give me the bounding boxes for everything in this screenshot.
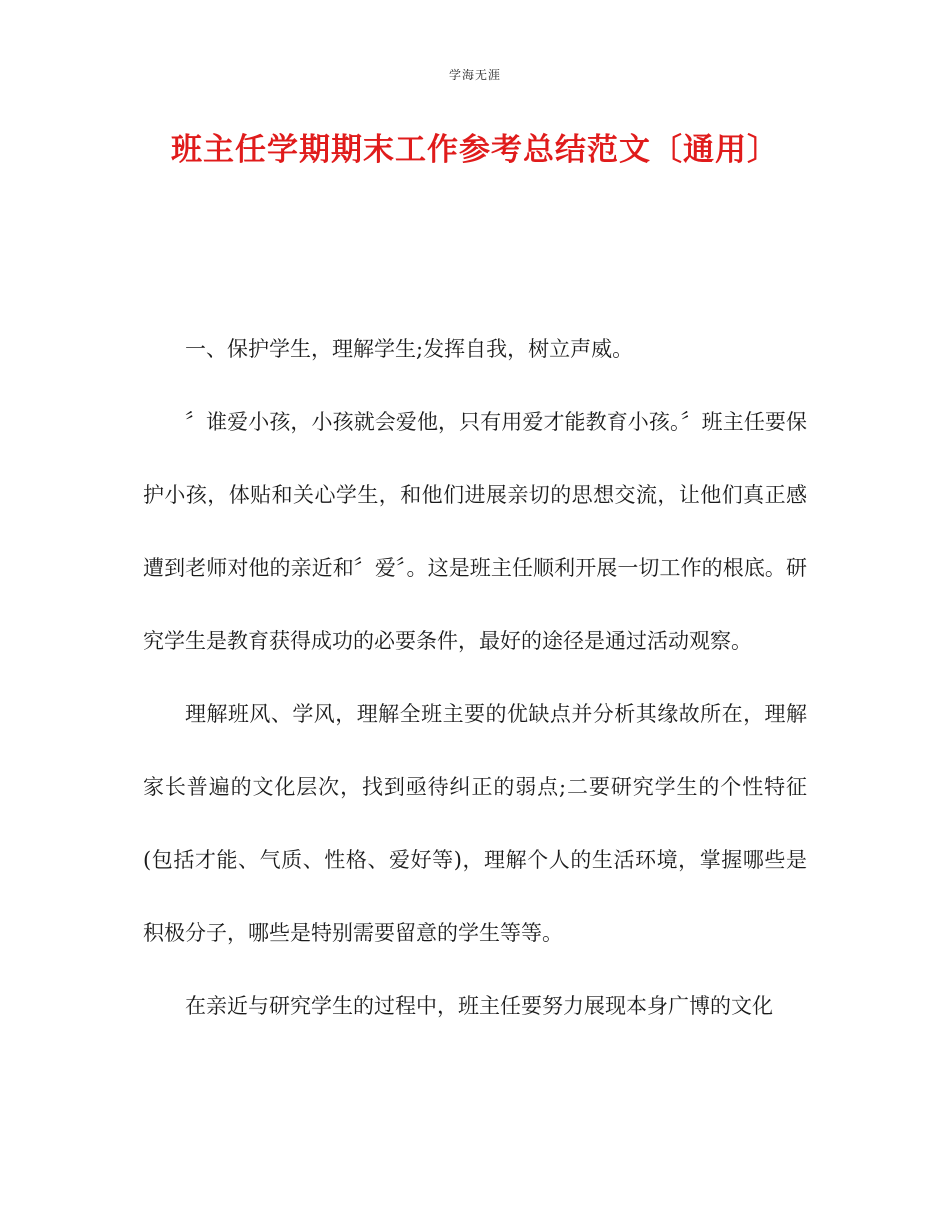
paragraph: 在亲近与研究学生的过程中，班主任要努力展现本身广博的文化	[185, 994, 773, 1018]
paragraph: 理解班风、学风，理解全班主要的优缺点并分析其缘故所在，理解家长普遍的文化层次，找到亟待纠正的弱点;二要研究学生的个性特征(包括才能、气质、性格、爱好等)，理解个人的生活环境，掌握哪些是积极分子，哪些是特别需要留意的学生等等。	[143, 702, 807, 945]
paragraph: 〞谁爱小孩，小孩就会爱他，只有用爱才能教育小孩。〞班主任要保护小孩，体贴和关心学生，和他们进展亲切的思想交流，让他们真正感遭到老师对他的亲近和〞爱〞。这是班主任顺利开展一切工作的根底。研究学生是教育获得成功的必要条件，最好的途径是通过活动观察。	[143, 410, 807, 653]
page-header: 学海无涯	[448, 68, 501, 82]
paragraph: 一、保护学生，理解学生;发挥自我，树立声威。	[185, 337, 634, 361]
page-title: 班主任学期期末工作参考总结范文〔通用〕	[171, 132, 779, 168]
document-body	[143, 313, 807, 1043]
